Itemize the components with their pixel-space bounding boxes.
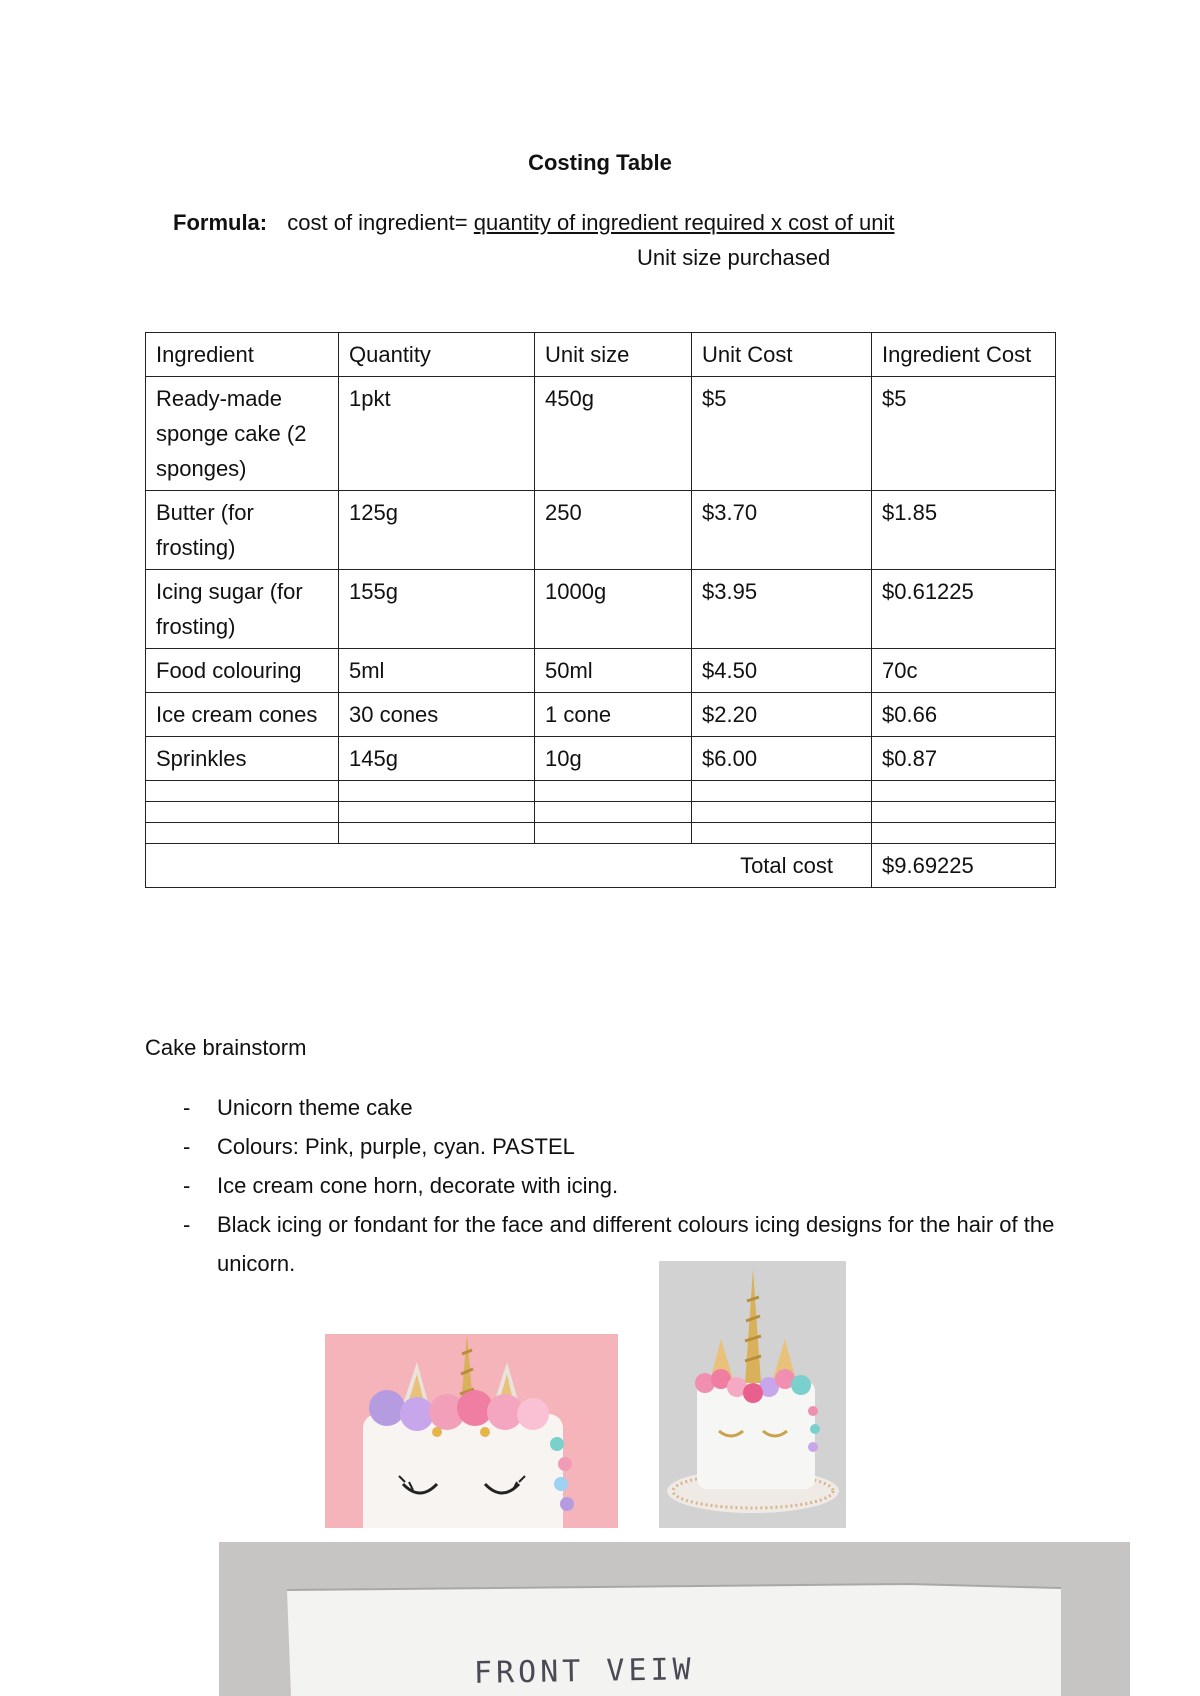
table-cell: 145g [339,737,535,781]
table-cell: $5 [692,377,872,491]
list-item: - Colours: Pink, purple, cyan. PASTEL [183,1134,575,1159]
table-cell: Ice cream cones [146,693,339,737]
formula-denominator: Unit size purchased [637,245,831,270]
table-cell: Ready-made sponge cake (2 sponges) [146,377,339,491]
table-total-row [146,844,1056,888]
list-item: - Ice cream cone horn, decorate with icing. [183,1173,619,1198]
table-cell: $5 [872,377,1056,491]
table-cell: $3.70 [692,491,872,570]
formula-label: Formula: [173,210,268,235]
table-cell: 5ml [339,649,535,693]
table-cell: $4.50 [692,649,872,693]
table-row [146,693,1056,737]
table-header-cell: Ingredient Cost [872,333,1056,377]
table-cell: Icing sugar (for frosting) [146,570,339,649]
table-cell: 450g [535,377,692,491]
brainstorm-list [145,1088,1065,1283]
total-cost-value: $9.69225 [872,844,1056,888]
table-header-cell: Unit Cost [692,333,872,377]
table-header-cell: Quantity [339,333,535,377]
table-header-cell: Unit size [535,333,692,377]
table-row [146,737,1056,781]
front-view-sketch-photo [219,1542,1130,1696]
table-cell: 70c [872,649,1056,693]
list-item: - Unicorn theme cake [183,1095,413,1120]
page-title: Costing Table [528,150,672,175]
table-cell: Butter (for frosting) [146,491,339,570]
table-cell: $0.61225 [872,570,1056,649]
table-cell: 50ml [535,649,692,693]
sketch-caption: FRONT VEIW [473,1652,695,1691]
table-cell: $2.20 [692,693,872,737]
table-header-cell: Ingredient [146,333,339,377]
table-row [146,570,1056,649]
costing-table [145,332,1056,888]
table-row [146,491,1056,570]
brainstorm-heading: Cake brainstorm [145,1035,307,1060]
table-row-empty [146,781,1056,802]
table-cell: 125g [339,491,535,570]
table-cell: Sprinkles [146,737,339,781]
total-cost-label: Total cost [146,844,872,888]
table-row-empty [146,802,1056,823]
table-row [146,377,1056,491]
formula-prefix: cost of ingredient= [287,210,468,235]
list-item: - Black icing or fondant for the face and different colours icing designs for the hair of the unicorn. [183,1212,1055,1276]
table-cell: $0.66 [872,693,1056,737]
table-cell: 10g [535,737,692,781]
table-cell: 1 cone [535,693,692,737]
formula-numerator: quantity of ingredient required x cost of unit [473,210,895,235]
table-cell: $6.00 [692,737,872,781]
table-cell: 30 cones [339,693,535,737]
table-cell: $0.87 [872,737,1056,781]
table-cell: $1.85 [872,491,1056,570]
unicorn-cake-photo-pink [325,1334,618,1528]
unicorn-cake-photo-grey [659,1261,846,1528]
table-header-row [146,333,1056,377]
table-cell: Food colouring [146,649,339,693]
table-cell: 1pkt [339,377,535,491]
table-cell: $3.95 [692,570,872,649]
formula-line [173,210,894,236]
table-row-empty [146,823,1056,844]
table-cell: 1000g [535,570,692,649]
table-row [146,649,1056,693]
table-cell: 250 [535,491,692,570]
table-cell: 155g [339,570,535,649]
